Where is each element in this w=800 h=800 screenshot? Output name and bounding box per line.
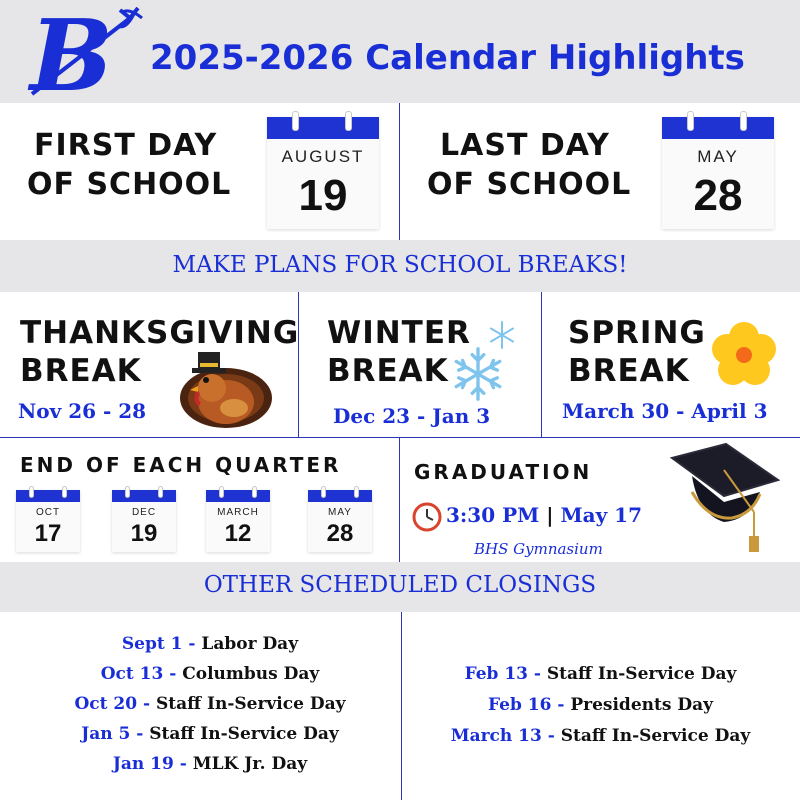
quarter-calendar-icon — [16, 490, 80, 552]
last-day-month: MAY — [697, 147, 739, 166]
last-day-calendar-icon — [662, 117, 774, 229]
winter-dates: Dec 23 - Jan 3 — [333, 404, 491, 428]
closings-right-list — [401, 661, 800, 754]
school-logo-trident-icon — [26, 4, 146, 100]
quarter-month: DEC — [131, 507, 157, 518]
clock-icon — [412, 502, 442, 532]
graduation-title: GRADUATION — [414, 460, 593, 484]
closing-item: March 13 - Staff In-Service Day — [450, 726, 751, 746]
winter-label-1: WINTER — [327, 315, 471, 351]
graduation-cap-icon — [668, 440, 780, 560]
closings-banner-text: OTHER SCHEDULED CLOSINGS — [203, 572, 597, 598]
quarters-title: END OF EACH QUARTER — [20, 453, 342, 477]
thanksgiving-dates: Nov 26 - 28 — [18, 399, 147, 423]
last-day-day: 28 — [693, 171, 743, 220]
spring-label-2: BREAK — [568, 353, 690, 389]
graduation-location: BHS Gymnasium — [474, 540, 603, 558]
snowflake-icon — [449, 345, 507, 403]
first-day-label-2: OF SCHOOL — [27, 167, 232, 202]
closings-left-list — [0, 631, 420, 781]
first-day-calendar-icon — [267, 117, 379, 229]
breaks-banner-text: MAKE PLANS FOR SCHOOL BREAKS! — [172, 252, 628, 278]
last-day-label-1: LAST DAY — [440, 128, 610, 163]
first-day-label-1: FIRST DAY — [34, 128, 218, 163]
page-title: 2025-2026 Calendar Highlights — [150, 38, 745, 78]
divider — [399, 103, 400, 240]
quarter-day: 17 — [34, 520, 62, 547]
thanksgiving-label-2: BREAK — [20, 353, 142, 389]
quarter-month: OCT — [35, 507, 61, 518]
quarter-calendar-icon — [206, 490, 270, 552]
spring-dates: March 30 - April 3 — [562, 399, 768, 423]
last-day-label-2: OF SCHOOL — [427, 167, 632, 202]
quarter-calendar-icon — [112, 490, 176, 552]
closing-item: Jan 5 - Staff In-Service Day — [81, 724, 339, 744]
spring-label-1: SPRING — [568, 315, 706, 351]
turkey-pilgrim-icon — [168, 346, 272, 430]
graduation-date: May 17 — [560, 503, 643, 527]
quarter-day: 28 — [326, 520, 354, 547]
graduation-separator: | — [546, 503, 554, 527]
first-day-month: AUGUST — [281, 147, 365, 166]
divider — [399, 438, 400, 562]
flower-icon — [708, 320, 780, 390]
thanksgiving-label-1: THANKSGIVING — [20, 315, 300, 351]
graduation-time: 3:30 PM — [446, 503, 540, 527]
closing-item: Feb 16 - Presidents Day — [488, 695, 713, 715]
divider — [0, 437, 800, 438]
closing-item: Oct 20 - Staff In-Service Day — [74, 694, 346, 714]
quarter-month: MARCH — [217, 507, 259, 518]
quarter-day: 12 — [224, 520, 252, 547]
quarter-day: 19 — [130, 520, 158, 547]
closing-item: Sept 1 - Labor Day — [121, 634, 299, 654]
divider — [541, 292, 542, 438]
logo-letter: B — [30, 4, 113, 100]
first-day-day: 19 — [298, 171, 348, 220]
winter-label-2: BREAK — [327, 353, 449, 389]
graduation-time-line — [446, 503, 642, 527]
closing-item: Feb 13 - Staff In-Service Day — [464, 664, 737, 684]
quarter-calendar-icon — [308, 490, 372, 552]
closing-item: Oct 13 - Columbus Day — [100, 664, 320, 684]
closing-item: Jan 19 - MLK Jr. Day — [112, 754, 308, 774]
quarter-month: MAY — [328, 507, 352, 518]
